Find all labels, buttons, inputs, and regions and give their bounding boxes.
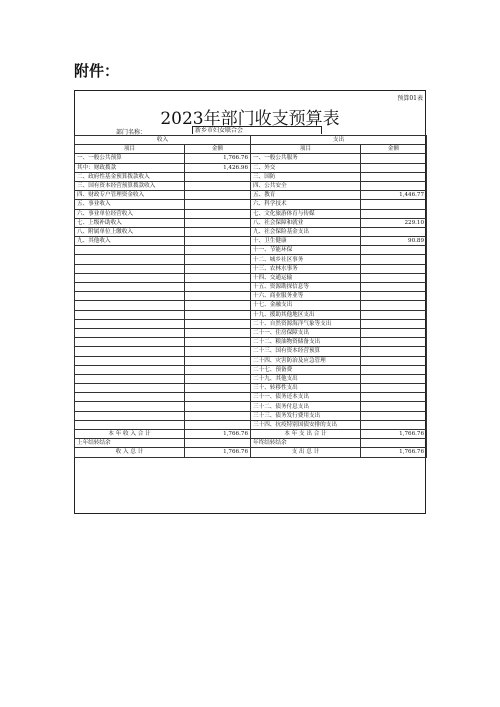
table-row — [75, 209, 427, 218]
table-row — [75, 374, 427, 383]
income-item-cell — [75, 420, 185, 429]
expense-amount-cell: 229.10 — [361, 218, 427, 227]
income-item-cell: 一、一般公共预算 — [75, 154, 185, 163]
expense-amount-cell — [361, 356, 427, 365]
income-amount-cell — [185, 237, 251, 246]
expense-item-cell: 十七、金融支出 — [251, 301, 361, 310]
income-item-header: 项目 — [75, 145, 185, 154]
expense-amount-cell — [361, 365, 427, 374]
expense-section-header: 支出 — [251, 136, 427, 145]
department-row — [74, 126, 426, 135]
expense-item-cell: 一、一般公共服务 — [251, 154, 361, 163]
expense-amount-cell: 1,446.77 — [361, 191, 427, 200]
expense-item-cell: 二十九、其他支出 — [251, 374, 361, 383]
table-row — [75, 402, 427, 411]
expense-amount-cell: 90.89 — [361, 237, 427, 246]
income-item-cell: 上年结转结余 — [75, 439, 185, 448]
attachment-label: 附件： — [74, 62, 120, 80]
income-amount-cell — [185, 255, 251, 264]
form-code: 预算01表 — [397, 95, 423, 102]
table-row — [75, 181, 427, 190]
income-amount-cell — [185, 402, 251, 411]
income-item-cell — [75, 356, 185, 365]
table-row — [75, 393, 427, 402]
table-row — [75, 292, 427, 301]
expense-amount-cell — [361, 384, 427, 393]
income-amount-cell — [185, 347, 251, 356]
income-amount-cell — [185, 420, 251, 429]
income-item-cell — [75, 273, 185, 282]
table-row — [75, 227, 427, 236]
expense-amount-cell — [361, 273, 427, 282]
expense-item-cell: 年终结转结余 — [251, 439, 361, 448]
income-item-cell — [75, 301, 185, 310]
income-item-cell: 七、上级补助收入 — [75, 218, 185, 227]
expense-amount-cell — [361, 264, 427, 273]
table-row — [75, 439, 427, 448]
expense-amount-header: 金额 — [361, 145, 427, 154]
income-amount-cell — [185, 273, 251, 282]
expense-item-cell: 三十三、债务发行费用支出 — [251, 411, 361, 420]
expense-amount-cell — [361, 338, 427, 347]
expense-item-cell: 二十三、国有资本经营预算 — [251, 347, 361, 356]
expense-amount-cell — [361, 301, 427, 310]
table-row — [75, 411, 427, 420]
table-row — [75, 420, 427, 429]
expense-item-cell: 三十一、债务还本支出 — [251, 393, 361, 402]
income-item-cell — [75, 283, 185, 292]
income-amount-cell: 1,426.96 — [185, 163, 251, 172]
income-item-cell: 收 入 总 计 — [75, 448, 185, 457]
income-item-cell — [75, 393, 185, 402]
income-amount-cell — [185, 172, 251, 181]
income-amount-cell — [185, 246, 251, 255]
income-item-cell — [75, 264, 185, 273]
table-row — [75, 365, 427, 374]
table-row — [75, 172, 427, 181]
expense-amount-cell — [361, 181, 427, 190]
expense-item-header: 项目 — [251, 145, 361, 154]
expense-amount-cell — [361, 402, 427, 411]
income-amount-cell: 1,766.76 — [185, 430, 251, 439]
expense-item-cell: 二十一、住房保障支出 — [251, 328, 361, 337]
expense-item-cell: 十六、商业服务业等 — [251, 292, 361, 301]
table-row — [75, 430, 427, 439]
income-item-cell — [75, 338, 185, 347]
section-header-row — [75, 136, 427, 145]
income-item-cell — [75, 328, 185, 337]
expense-amount-cell — [361, 328, 427, 337]
expense-item-cell: 十、卫生健康 — [251, 237, 361, 246]
income-amount-cell — [185, 181, 251, 190]
income-amount-cell — [185, 191, 251, 200]
income-amount-cell — [185, 439, 251, 448]
income-amount-cell — [185, 283, 251, 292]
expense-amount-cell — [361, 255, 427, 264]
expense-amount-cell — [361, 420, 427, 429]
income-amount-cell — [185, 227, 251, 236]
expense-item-cell: 二十四、灾害防治及应急管理 — [251, 356, 361, 365]
table-row — [75, 163, 427, 172]
income-amount-cell — [185, 328, 251, 337]
expense-item-cell: 十四、交通运输 — [251, 273, 361, 282]
income-item-cell: 五、事业收入 — [75, 200, 185, 209]
table-row — [75, 255, 427, 264]
income-item-cell — [75, 384, 185, 393]
income-item-cell — [75, 310, 185, 319]
table-row — [75, 328, 427, 337]
expense-amount-cell — [361, 439, 427, 448]
table-row — [75, 264, 427, 273]
income-item-cell — [75, 319, 185, 328]
expense-amount-cell — [361, 154, 427, 163]
expense-amount-cell — [361, 246, 427, 255]
expense-amount-cell — [361, 319, 427, 328]
expense-amount-cell — [361, 292, 427, 301]
table-row — [75, 218, 427, 227]
income-amount-cell — [185, 218, 251, 227]
expense-amount-cell — [361, 209, 427, 218]
income-item-cell — [75, 365, 185, 374]
income-item-cell: 八、附属单位上缴收入 — [75, 227, 185, 236]
expense-item-cell: 六、科学技术 — [251, 200, 361, 209]
expense-item-cell: 二、外交 — [251, 163, 361, 172]
page-title: 2023年部门收支预算表 — [160, 109, 340, 129]
income-item-cell — [75, 347, 185, 356]
expense-item-cell: 九、社会保险基金支出 — [251, 227, 361, 236]
income-section-header: 收入 — [75, 136, 251, 145]
income-amount-header: 金额 — [185, 145, 251, 154]
expense-item-cell: 五、教育 — [251, 191, 361, 200]
expense-item-cell: 三十二、债务付息支出 — [251, 402, 361, 411]
expense-amount-cell — [361, 310, 427, 319]
expense-item-cell: 十二、城乡社区事务 — [251, 255, 361, 264]
expense-item-cell: 四、公共安全 — [251, 181, 361, 190]
income-amount-cell — [185, 301, 251, 310]
income-amount-cell — [185, 310, 251, 319]
income-item-cell — [75, 292, 185, 301]
income-amount-cell — [185, 374, 251, 383]
table-row — [75, 310, 427, 319]
expense-amount-cell — [361, 227, 427, 236]
expense-item-cell: 三、国防 — [251, 172, 361, 181]
table-row — [75, 356, 427, 365]
expense-item-cell: 三十、转移性支出 — [251, 384, 361, 393]
table-row — [75, 384, 427, 393]
expense-item-cell: 十九、援助其他地区支出 — [251, 310, 361, 319]
table-row — [75, 448, 427, 457]
expense-item-cell: 支 出 总 计 — [251, 448, 361, 457]
table-row — [75, 154, 427, 163]
expense-amount-cell — [361, 347, 427, 356]
expense-amount-cell — [361, 393, 427, 402]
expense-amount-cell — [361, 172, 427, 181]
table-row — [75, 347, 427, 356]
income-item-cell: 九、其他收入 — [75, 237, 185, 246]
expense-amount-cell — [361, 163, 427, 172]
income-item-cell: 本 年 收 入 合 计 — [75, 430, 185, 439]
table-row — [75, 200, 427, 209]
income-amount-cell — [185, 200, 251, 209]
expense-item-cell: 十一、节能环保 — [251, 246, 361, 255]
column-header-row — [75, 145, 427, 154]
income-amount-cell — [185, 393, 251, 402]
expense-item-cell: 十三、农林水事务 — [251, 264, 361, 273]
table-row — [75, 319, 427, 328]
income-item-cell: 二、政府性基金预算拨款收入 — [75, 172, 185, 181]
table-row — [75, 283, 427, 292]
income-amount-cell: 1,766.76 — [185, 154, 251, 163]
expense-item-cell: 本 年 支 出 合 计 — [251, 430, 361, 439]
table-row — [75, 273, 427, 282]
table-row — [75, 191, 427, 200]
expense-item-cell: 七、文化旅游体育与传媒 — [251, 209, 361, 218]
budget-table — [74, 135, 427, 458]
income-item-cell — [75, 374, 185, 383]
expense-item-cell: 二十二、粮油物资储备支出 — [251, 338, 361, 347]
income-item-cell — [75, 255, 185, 264]
income-item-cell: 其中：财政拨款 — [75, 163, 185, 172]
expense-item-cell: 二十七、预备费 — [251, 365, 361, 374]
income-amount-cell — [185, 365, 251, 374]
income-amount-cell: 1,766.76 — [185, 448, 251, 457]
expense-item-cell: 三十四、抗疫特别国债安排的支出 — [251, 420, 361, 429]
expense-amount-cell: 1,766.76 — [361, 430, 427, 439]
table-row — [75, 338, 427, 347]
expense-item-cell: 八、社会保障和就业 — [251, 218, 361, 227]
expense-amount-cell — [361, 200, 427, 209]
income-amount-cell — [185, 292, 251, 301]
income-item-cell — [75, 246, 185, 255]
income-amount-cell — [185, 411, 251, 420]
income-amount-cell — [185, 264, 251, 273]
income-amount-cell — [185, 356, 251, 365]
income-item-cell: 四、财政专户管理资金收入 — [75, 191, 185, 200]
department-value: 新乡市妇女联合会 — [192, 126, 322, 134]
table-row — [75, 246, 427, 255]
income-item-cell: 六、事业单位经营收入 — [75, 209, 185, 218]
income-amount-cell — [185, 209, 251, 218]
expense-amount-cell — [361, 374, 427, 383]
expense-item-cell: 二十、自然资源海洋气象等支出 — [251, 319, 361, 328]
table-row — [75, 301, 427, 310]
income-amount-cell — [185, 338, 251, 347]
income-amount-cell — [185, 384, 251, 393]
income-amount-cell — [185, 319, 251, 328]
expense-amount-cell — [361, 411, 427, 420]
income-item-cell: 三、国有资本经营预算拨款收入 — [75, 181, 185, 190]
table-row — [75, 237, 427, 246]
income-item-cell — [75, 411, 185, 420]
department-label: 部门名称： — [116, 129, 147, 136]
expense-amount-cell: 1,766.76 — [361, 448, 427, 457]
income-item-cell — [75, 402, 185, 411]
expense-item-cell: 十五、资源勘探信息等 — [251, 283, 361, 292]
expense-amount-cell — [361, 283, 427, 292]
